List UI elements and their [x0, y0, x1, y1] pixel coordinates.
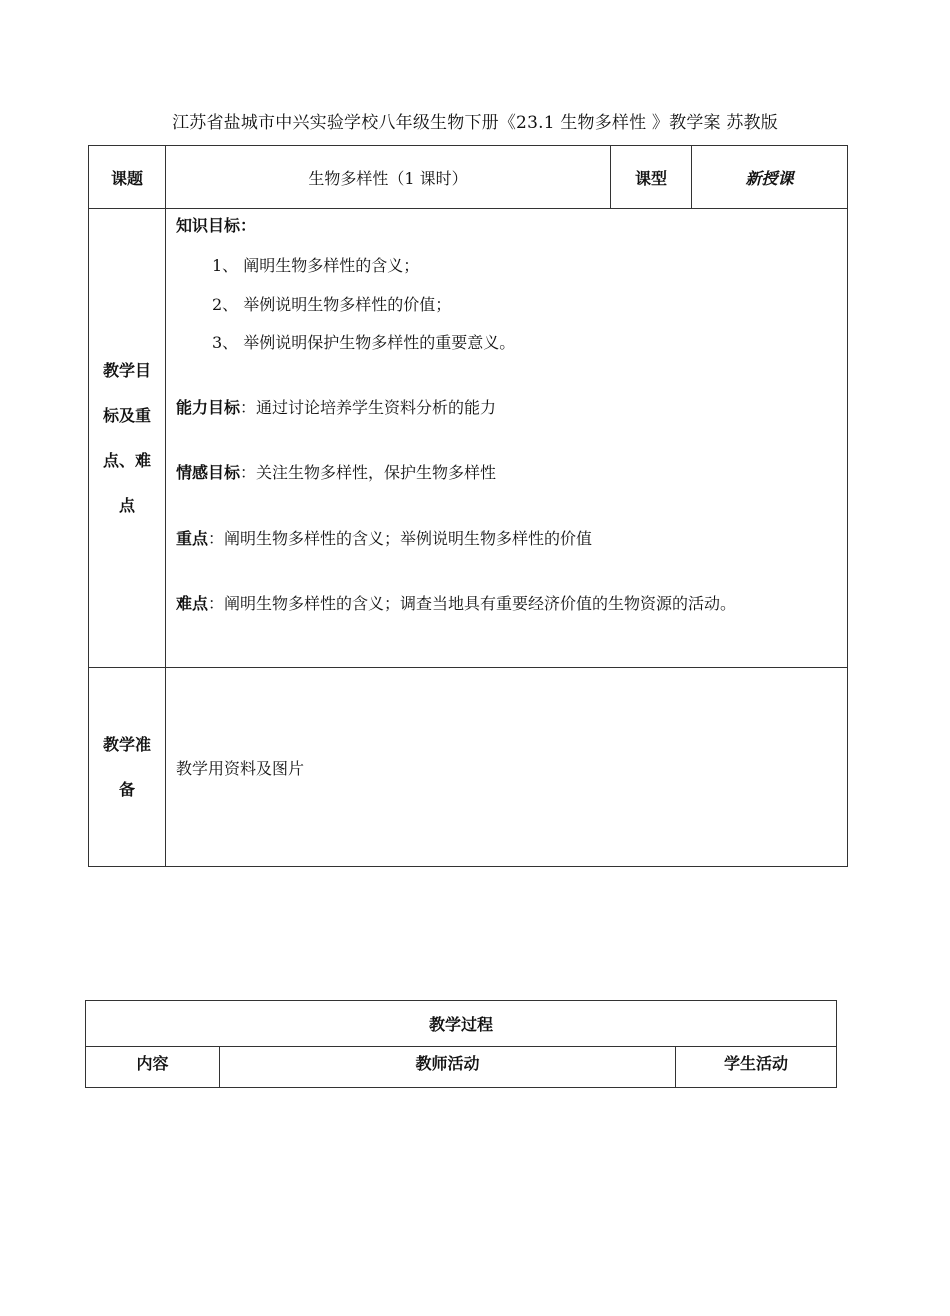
emotion-goal: 情感目标：关注生物多样性，保护生物多样性 — [176, 463, 497, 482]
prep-label — [89, 668, 166, 867]
knowledge-item: 2、 举例说明生物多样性的价值； — [212, 295, 452, 314]
column-teacher-activity: 教师活动 — [220, 1047, 676, 1088]
knowledge-item: 1、 阐明生物多样性的含义； — [212, 256, 420, 275]
type-label: 课型 — [611, 146, 692, 209]
knowledge-item: 3、 举例说明保护生物多样性的重要意义。 — [212, 333, 516, 352]
goals-content — [166, 209, 848, 668]
column-student-activity: 学生活动 — [676, 1047, 837, 1088]
teaching-process-table — [85, 1000, 837, 1088]
goals-label-line: 教学目 — [102, 361, 151, 380]
key-point: 重点：阐明生物多样性的含义；举例说明生物多样性的价值 — [176, 529, 593, 548]
goals-label-line: 点 — [118, 496, 135, 515]
process-header: 教学过程 — [86, 1001, 837, 1047]
prep-text: 教学用资料及图片 — [166, 668, 848, 867]
topic-label: 课题 — [89, 146, 166, 209]
topic-value: 生物多样性（1 课时） — [166, 146, 611, 209]
type-value: 新授课 — [692, 146, 848, 209]
goals-label — [89, 209, 166, 668]
goals-label-line: 标及重 — [102, 406, 151, 425]
ability-goal: 能力目标：通过讨论培养学生资料分析的能力 — [176, 398, 497, 417]
prep-label-line: 备 — [118, 780, 135, 799]
knowledge-goal-heading: 知识目标： — [176, 216, 257, 235]
goals-label-line: 点、难 — [102, 451, 151, 470]
column-content: 内容 — [86, 1047, 220, 1088]
lesson-plan-table — [88, 145, 848, 867]
document-title: 江苏省盐城市中兴实验学校八年级生物下册《23.1 生物多样性 》教学案 苏教版 — [172, 113, 778, 133]
prep-label-line: 教学准 — [102, 735, 151, 754]
difficult-point: 难点：阐明生物多样性的含义；调查当地具有重要经济价值的生物资源的活动。 — [176, 594, 737, 613]
